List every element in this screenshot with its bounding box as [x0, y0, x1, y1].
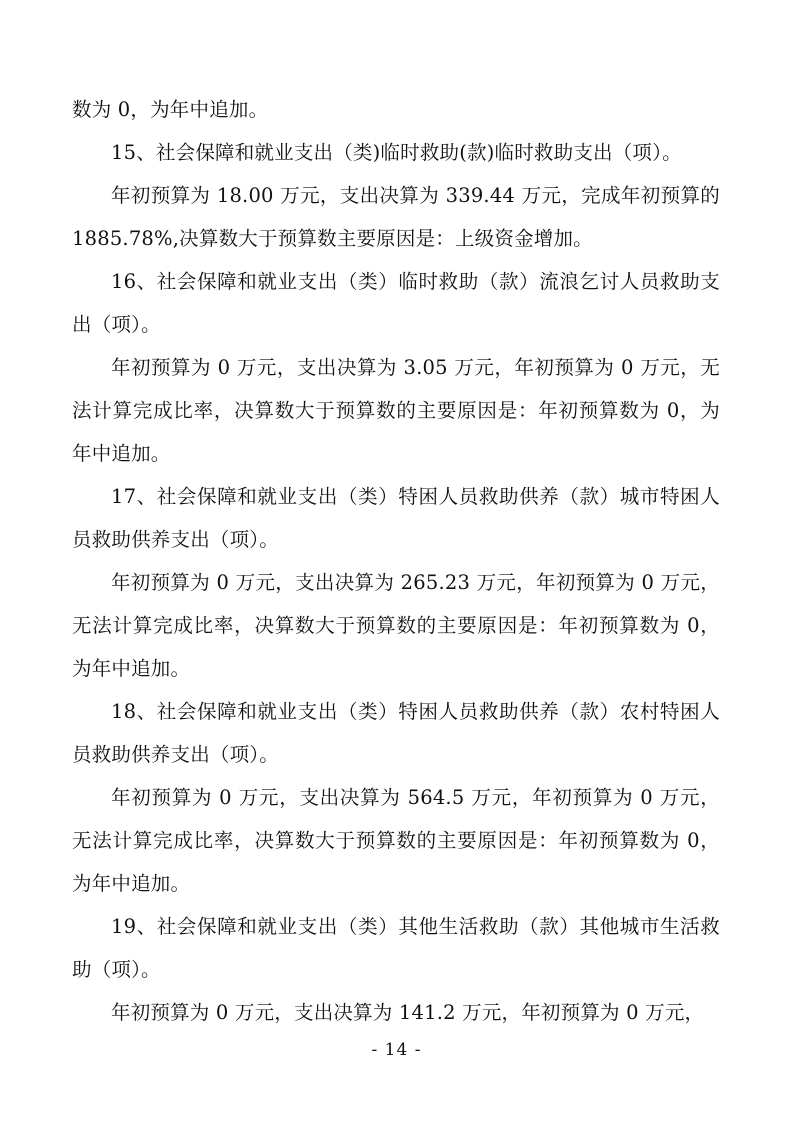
paragraph-item-16-title: 16、社会保障和就业支出（类）临时救助（款）流浪乞讨人员救助支出（项）。 — [72, 270, 720, 336]
paragraph-item-18-body: 年初预算为 0 万元，支出决算为 564.5 万元，年初预算为 0 万元，无法计算完成比率，决算数大于预算数的主要原因是：年初预算数为 0，为年中追加。 — [72, 786, 720, 895]
paragraph-item-18-title: 18、社会保障和就业支出（类）特困人员救助供养（款）农村特困人员救助供养支出（项）。 — [72, 700, 720, 766]
paragraph-item-15-body: 年初预算为 18.00 万元，支出决算为 339.44 万元，完成年初预算的 1885.78%,决算数大于预算数主要原因是：上级资金增加。 — [72, 184, 727, 250]
paragraph-item-19-body: 年初预算为 0 万元，支出决算为 141.2 万元，年初预算为 0 万元， — [111, 1001, 705, 1024]
page-body — [72, 88, 727, 1034]
paragraph-item-17-body: 年初预算为 0 万元，支出决算为 265.23 万元，年初预算为 0 万元，无法计算完成比率，决算数大于预算数的主要原因是：年初预算数为 0，为年中追加。 — [72, 571, 720, 680]
paragraph-item-15-title: 15、社会保障和就业支出（类)临时救助(款)临时救助支出（项）。 — [111, 141, 682, 164]
paragraph-item-19-title: 19、社会保障和就业支出（类）其他生活救助（款）其他城市生活救助（项）。 — [72, 915, 720, 981]
paragraph-continued-top: 数为 0，为年中追加。 — [72, 98, 269, 121]
paragraph-item-16-body: 年初预算为 0 万元，支出决算为 3.05 万元，年初预算为 0 万元，无法计算完成比率，决算数大于预算数的主要原因是：年初预算数为 0，为年中追加。 — [72, 356, 720, 465]
paragraph-item-17-title: 17、社会保障和就业支出（类）特困人员救助供养（款）城市特困人员救助供养支出（项）。 — [72, 485, 720, 551]
page-number: - 14 - — [371, 1040, 422, 1060]
